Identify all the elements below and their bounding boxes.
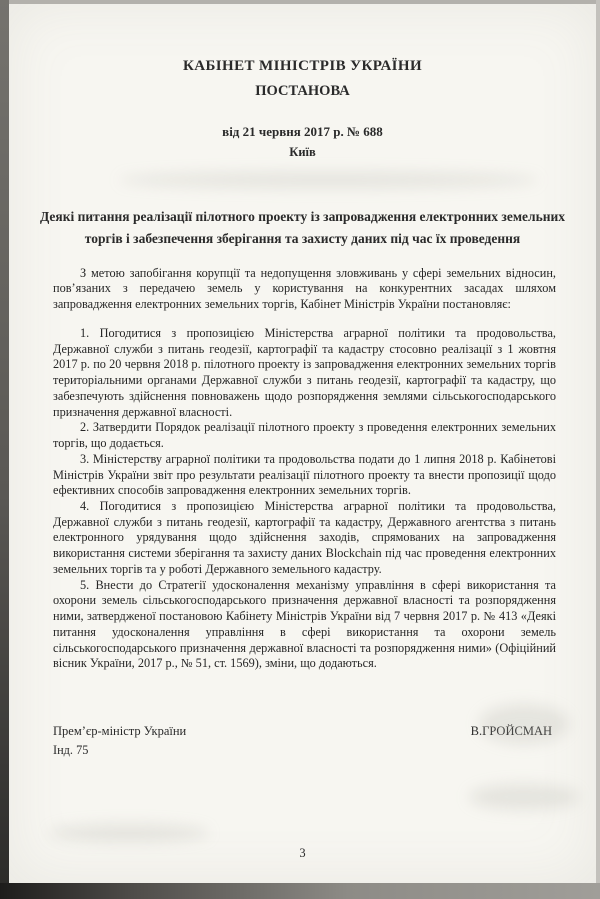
scan-edge-right xyxy=(596,0,600,899)
scan-noise xyxy=(49,824,209,842)
document-city: Київ xyxy=(289,145,316,159)
scan-edge-bottom xyxy=(0,883,600,899)
document-index: Інд. 75 xyxy=(53,743,89,758)
page-number: 3 xyxy=(299,846,306,860)
document-page xyxy=(9,4,596,883)
paragraph-intro: З метою запобігання корупції та недопущення зловживань у сфері земельних відносин, пов’язаних з передачею земель у користування на конкурентних засадах шляхом запровадження електронних земельних торгів, Кабінет Міністрів України постановляє: xyxy=(53,265,556,312)
signature-name: В.ГРОЙСМАН xyxy=(470,724,552,739)
document-title: Деякі питання реалізації пілотного проекту із запровадження електронних земельних торгів і забезпечення зберігання та захисту даних під час їх проведення xyxy=(39,209,566,246)
paragraph-item-2: 2. Затвердити Порядок реалізації пілотного проекту з проведення електронних земельних торгів, що додається. xyxy=(53,420,556,451)
document-type: ПОСТАНОВА xyxy=(255,83,350,99)
signature-role: Прем’єр-міністр України xyxy=(53,724,187,739)
document-body xyxy=(53,266,556,672)
paragraph-item-5: 5. Внести до Стратегії удосконалення механізму управління в сфері використання та охорони земель сільськогосподарського призначення державної власності та розпорядження ними, затвердженої постановою Кабінету Міністрів України від 7 червня 2017 р. № 413 «Деякі питання удосконалення управління в сфері використання та охорони земель сільськогосподарського призначення державної власності та розпорядження ними» (Офіційний вісник України, 2017 р., № 51, ст. 1569), зміни, що додаються. xyxy=(53,577,556,671)
scan-noise xyxy=(469,784,579,810)
signature-row xyxy=(53,724,552,739)
document-date-line: від 21 червня 2017 р. № 688 xyxy=(222,124,383,139)
document-org: КАБІНЕТ МІНІСТРІВ УКРАЇНИ xyxy=(182,58,423,74)
scan-edge-left xyxy=(0,0,9,899)
document-header xyxy=(9,4,596,160)
paragraph-item-4: 4. Погодитися з пропозицією Міністерства аграрної політики та продовольства, Державної служби з питань геодезії, картографії та кадастру, Державного агентства з питань електронного урядування щодо здійснення заходів, спрямованих на запровадження використання системи зберігання та захисту даних Blockchain під час проведення електронних земельних торгів та у роботі Державного земельного кадастру. xyxy=(53,499,556,576)
paragraph-item-3: 3. Міністерству аграрної політики та продовольства подати до 1 липня 2018 р. Кабінетові Міністрів України звіт про результати реалізації пілотного проекту та внести пропозиції щодо ефективних способів запровадження електронних земельних торгів. xyxy=(53,451,556,498)
scan-noise xyxy=(119,172,539,188)
paragraph-item-1: 1. Погодитися з пропозицією Міністерства аграрної політики та продовольства, Державної служби з питань геодезії, картографії та кадастру стосовно реалізації з 1 жовтня 2017 р. по 20 червня 2018 р. пілотного проекту із запровадження електронних земельних торгів територіальними органами Державної служби з питань геодезії, картографії та кадастру, що забезпечують здійснення повноважень щодо розпорядження землями сільськогосподарського призначення державної власності. xyxy=(53,325,556,419)
